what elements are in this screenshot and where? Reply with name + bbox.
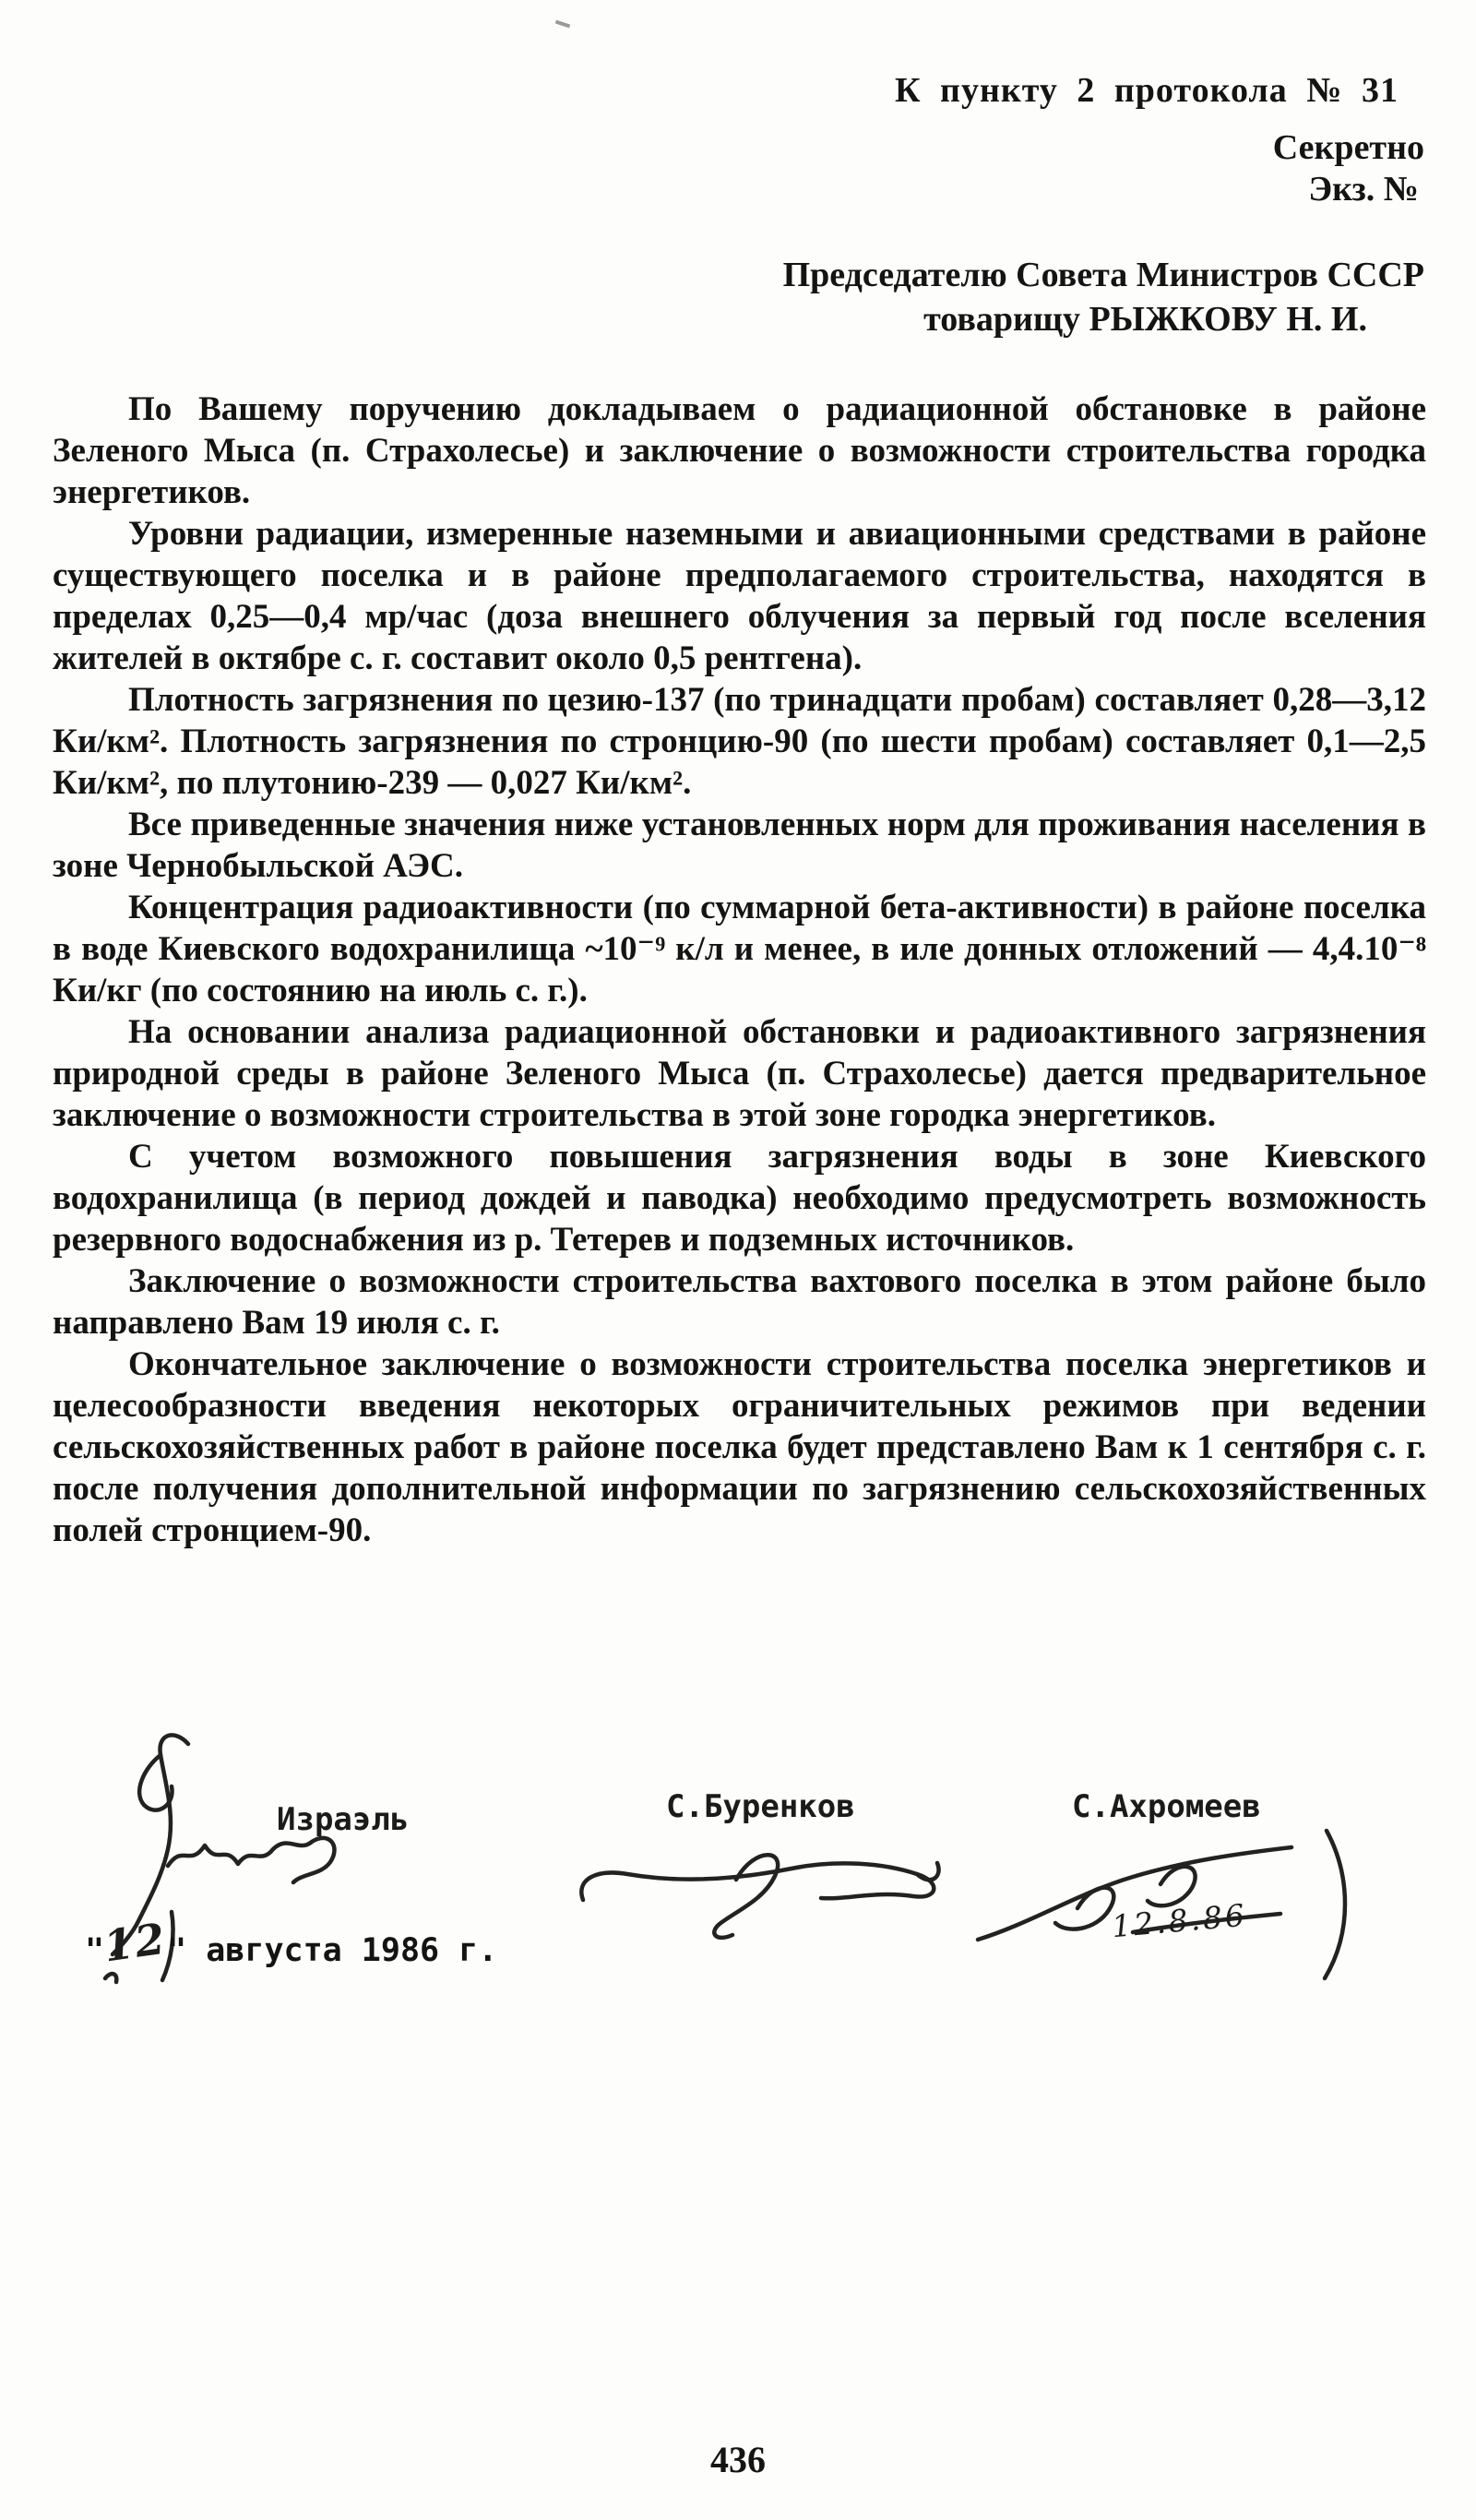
paragraph-1: По Вашему поручению докладываем о радиационной обстановке в районе Зеленого Мыса (п. Страхолесье) и заключение о возможности строительства городка энергетиков. — [53, 389, 1426, 511]
paragraph-7: С учетом возможного повышения загрязнения воды в зоне Киевского водохранилища (в период дождей и паводка) необходимо предусмотреть возможность резервного водоснабжения из р. Тетерев и подземных источников. — [53, 1137, 1426, 1259]
paragraph-8: Заключение о возможности строительства вахтового поселка в этом районе было направлено Вам 19 июля с. г. — [53, 1261, 1426, 1342]
date-open-quote: " — [85, 1932, 105, 1969]
addressee-block — [0, 254, 1476, 342]
page-number: 436 — [710, 2439, 766, 2480]
burenkov-name: С.Буренков — [666, 1788, 855, 1825]
paragraph-4: Все приведенные значения ниже установленных норм для проживания населения в зоне Чернобыльской АЭС. — [53, 805, 1426, 885]
addressee-line-2: товарищу РЫЖКОВУ Н. И. — [923, 299, 1367, 339]
protocol-reference: К пункту 2 протокола № 31 — [895, 71, 1399, 110]
document-body — [0, 388, 1476, 1551]
classification-label: Секретно — [1272, 127, 1424, 167]
paragraph-6: На основании анализа радиационной обстановки и радиоактивного загрязнения природной среды в районе Зеленого Мыса (п. Страхолесье) дается предварительное заключение о возможности строительства в этой зоне городка энергетиков. — [53, 1012, 1426, 1134]
date-line — [85, 1913, 498, 1972]
burenkov-signature-scribble — [570, 1832, 976, 1956]
paragraph-2: Уровни радиации, измеренные наземными и авиационными средствами в районе существующего поселка и в районе предполагаемого строительства, находятся в пределах 0,25—0,4 мр/час (доза внешнего облучения за первый год после вселения жителей в октябре с. г. составит около 0,5 рентгена). — [53, 514, 1426, 677]
paragraph-5: Концентрация радиоактивности (по суммарной бета-активности) в районе поселка в воде Киевского водохранилища ~10⁻⁹ к/л и менее, в иле донных отложений — 4,4.10⁻⁸ Ки/кг (по состоянию на июль с. г.). — [53, 888, 1426, 1009]
date-rest: " августа 1986 г. — [167, 1932, 498, 1969]
izrael-name: Израэль — [277, 1801, 410, 1838]
document-header — [0, 0, 1476, 211]
akhromeev-name: С.Ахромеев — [1072, 1788, 1261, 1825]
handwritten-date-note: 12.8.86 — [1110, 1896, 1249, 1945]
copy-number-label: Экз. № — [1308, 170, 1419, 209]
paragraph-9: Окончательное заключение о возможности строительства поселка энергетиков и целесообразности введения некоторых ограничительных режимов при ведении сельскохозяйственных работ в районе поселка будет представлено Вам к 1 сентября с. г. после получения дополнительной информации по загрязнению сельскохозяйственных полей стронцием-90. — [53, 1344, 1426, 1549]
addressee-line-1: Председателю Совета Министров СССР — [782, 255, 1424, 294]
handwritten-day: 12 — [101, 1913, 170, 1972]
paragraph-3: Плотность загрязнения по цезию-137 (по тринадцати пробам) составляет 0,28—3,12 Ки/км². Плотность загрязнения по стронцию-90 (по шести пробам) составляет 0,1—2,5 Ки/км², по плутонию-239 — 0,027 Ки/км². — [53, 680, 1426, 802]
